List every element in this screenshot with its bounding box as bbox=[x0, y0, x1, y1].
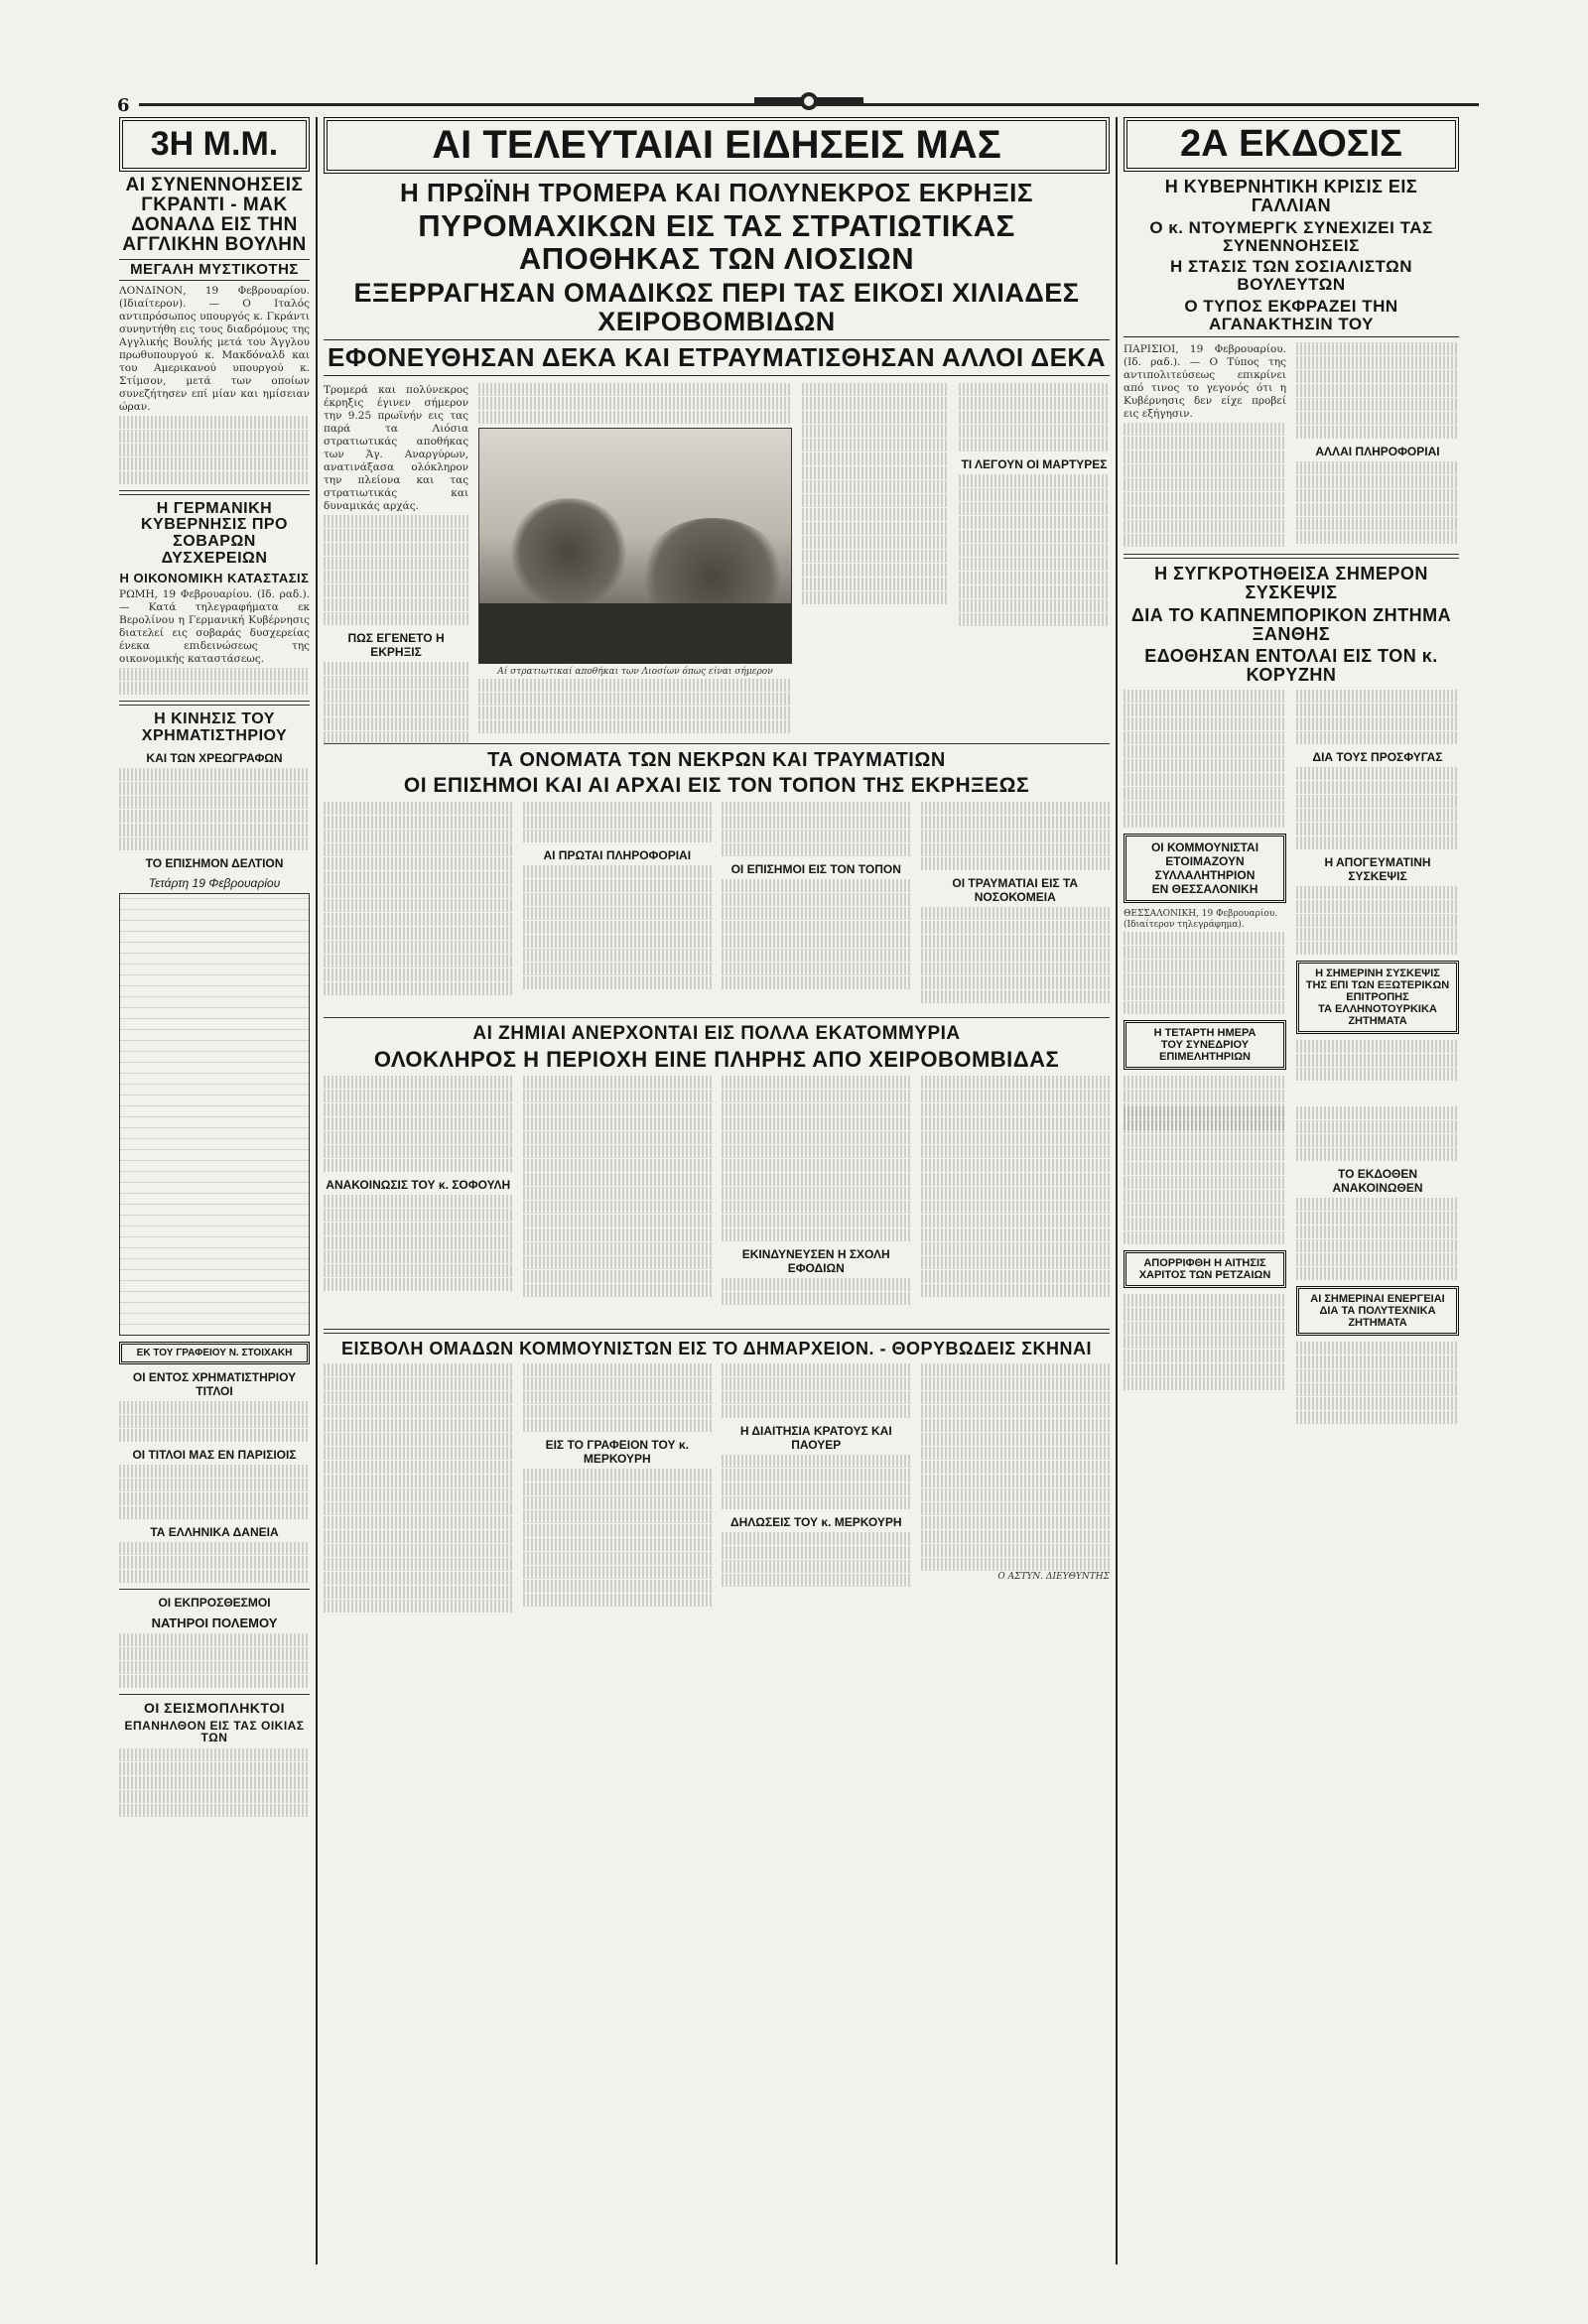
photo-caption: Αί στρατιωτικαί αποθήκαι των Λιοσίων όπως είναι σήμερον bbox=[497, 667, 773, 678]
headline-explosion-1: Η ΠΡΩΪΝΗ ΤΡΟΜΕΡΑ ΚΑΙ ΠΟΛΥΝΕΚΡΟΣ ΕΚΡΗΞΙΣ bbox=[399, 178, 1034, 207]
headline-earthquake-victims: ΟΙ ΣΕΙΣΜΟΠΛΗΚΤΟΙ bbox=[144, 1699, 285, 1716]
story-column bbox=[324, 801, 513, 1011]
story-column bbox=[722, 1362, 911, 1660]
photo-column bbox=[478, 382, 792, 737]
headline-doumergue: Ο κ. ΝΤΟΥΜΕΡΓΚ ΣΥΝΕΧΙΖΕΙ ΤΑΣ ΣΥΝΕΝΝΟΗΣΕΙΣ bbox=[1149, 217, 1433, 255]
story-column bbox=[324, 382, 468, 737]
story-column bbox=[523, 1362, 713, 1660]
signature: Ο ΑΣΤΥΝ. ΔΙΕΥΘΥΝΤΗΣ bbox=[997, 1572, 1110, 1583]
dispatch-thessaloniki: ΘΕΣΣΑΛΟΝΙΚΗ, 19 Φεβρουαρίου. (Ιδιαίτερον τηλεγράφημα). bbox=[1124, 909, 1278, 931]
box-rejected-b: ΧΑΡΙΤΟΣ ΤΩΝ ΡΕΤΖΑΙΩΝ bbox=[1138, 1269, 1271, 1282]
story-column bbox=[921, 1362, 1111, 1660]
box-communists-c: ΕΝ ΘΕΣΣΑΛΟΝΙΚΗ bbox=[1151, 882, 1258, 897]
headline-returned-homes: ΕΠΑΝΗΛΘΟΝ ΕΙΣ ΤΑΣ ΟΙΚΙΑΣ ΤΩΝ bbox=[124, 1718, 305, 1745]
subhead-wounded-hospitals: ΟΙ ΤΡΑΥΜΑΤΙΑΙ ΕΙΣ ΤΑ ΝΟΣΟΚΟΜΕΙΑ bbox=[952, 876, 1079, 905]
headline-explosion-4: ΕΦΟΝΕΥΘΗΣΑΝ ΔΕΚΑ ΚΑΙ ΕΤΡΑΥΜΑΤΙΣΘΗΣΑΝ ΑΛΛΟΙ ΔΕΚΑ bbox=[324, 339, 1110, 376]
box-energy-a: ΑΙ ΣΗΜΕΡΙΝΑΙ ΕΝΕΡΓΕΙΑΙ bbox=[1310, 1293, 1445, 1306]
subhead-refugees: ΔΙΑ ΤΟΥΣ ΠΡΟΣΦΥΓΑΣ bbox=[1312, 750, 1443, 765]
depot-photo bbox=[478, 428, 792, 664]
stock-table bbox=[119, 893, 310, 1336]
headline-tobacco-xanthi: ΔΙΑ ΤΟ ΚΑΠΝΕΜΠΟΡΙΚΟΝ ΖΗΤΗΜΑ ΞΑΝΘΗΣ bbox=[1130, 604, 1452, 644]
office-box: ΕΚ ΤΟΥ ΓΡΑΦΕΙΟΥ Ν. ΣΤΟΙΧΑΚΗ bbox=[119, 1342, 310, 1364]
masthead-ornament bbox=[754, 91, 863, 111]
box-today-c: ΤΑ ΕΛΛΗΝΟΤΟΥΡΚΙΚΑ ΖΗΤΗΜΑΤΑ bbox=[1318, 1003, 1437, 1028]
subhead-arbitration: Η ΔΙΑΙΤΗΣΙΑ ΚΡΑΤΟΥΣ ΚΑΙ ΠΑΟΥΕΡ bbox=[739, 1424, 892, 1453]
story-column bbox=[523, 1075, 713, 1323]
headline-press-anger: Ο ΤΥΠΟΣ ΕΚΦΡΑΖΕΙ ΤΗΝ ΑΓΑΝΑΚΤΗΣΙΝ ΤΟΥ bbox=[1124, 298, 1459, 337]
story-column bbox=[722, 801, 911, 1011]
column-rule bbox=[1116, 117, 1118, 2264]
subhead-securities: ΚΑΙ ΤΩΝ ΧΡΕΩΓΡΑΦΩΝ bbox=[146, 750, 283, 765]
subhead-domestic-titles: ΟΙ ΕΝΤΟΣ ΧΡΗΜΑΤΙΣΤΗΡΙΟΥ ΤΙΤΛΟΙ bbox=[132, 1369, 297, 1398]
story-column bbox=[921, 801, 1111, 1011]
headline-socialists: Η ΣΤΑΣΙΣ ΤΩΝ ΣΟΣΙΑΛΙΣΤΩΝ ΒΟΥΛΕΥΤΩΝ bbox=[1169, 257, 1413, 295]
subhead-greek-loans: ΤΑ ΕΛΛΗΝΙΚΑ ΔΑΝΕΙΑ bbox=[150, 1524, 279, 1539]
box-communists-a: ΟΙ ΚΟΜΜΟΥΝΙΣΤΑΙ bbox=[1150, 840, 1259, 855]
headline-damages: ΑΙ ΖΗΜΙΑΙ ΑΝΕΡΧΟΝΤΑΙ ΕΙΣ ΠΟΛΛΑ ΕΚΑΤΟΜΜΥΡΙΑ bbox=[472, 1023, 961, 1045]
box-communists-b: ΕΤΟΙΜΑΖΟΥΝ ΣΥΛΛΑΛΗΤΗΡΙΟΝ bbox=[1154, 854, 1256, 883]
headline-secrecy: ΜΕΓΑΛΗ ΜΥΣΤΙΚΟΤΗΣ bbox=[119, 259, 310, 281]
edition-banner-second: 2Α ΕΚΔΟΣΙΣ bbox=[1124, 117, 1459, 172]
box-day-a: Η ΤΕΤΑΡΤΗ ΗΜΕΡΑ bbox=[1153, 1027, 1257, 1040]
subhead-officials-place: ΟΙ ΕΠΙΣΗΜΟΙ ΕΙΣ ΤΟΝ ΤΟΠΟΝ bbox=[730, 862, 901, 877]
box-rejected-a: ΑΠΟΡΡΙΦΘΗ Η ΑΙΤΗΣΙΣ bbox=[1143, 1257, 1266, 1270]
headline-french-crisis: Η ΚΥΒΕΡΝΗΤΙΚΗ ΚΡΙΣΙΣ ΕΙΣ ΓΑΛΛΙΑΝ bbox=[1164, 177, 1418, 215]
headline-stock-exchange: Η ΚΙΝΗΣΙΣ ΤΟΥ ΧΡΗΜΑΤΙΣΤΗΡΙΟΥ bbox=[141, 710, 288, 745]
headline-officials-at-scene: ΟΙ ΕΠΙΣΗΜΟΙ ΚΑΙ ΑΙ ΑΡΧΑΙ ΕΙΣ ΤΟΝ ΤΟΠΟΝ ΤΗΣ ΕΚΡΗΞΕΩΣ bbox=[403, 774, 1030, 798]
bulletin-date: Τετάρτη 19 Φεβρουαρίου bbox=[148, 875, 281, 890]
headline-names-victims: ΤΑ ΟΝΟΜΑΤΑ ΤΩΝ ΝΕΚΡΩΝ ΚΑΙ ΤΡΑΥΜΑΤΙΩΝ bbox=[487, 749, 946, 772]
story-column bbox=[959, 382, 1110, 737]
right-column bbox=[1124, 117, 1459, 2264]
story-column bbox=[324, 1075, 513, 1323]
subhead-overdue: ΟΙ ΕΚΠΡΟΣΘΕΣΜΟΙ bbox=[158, 1595, 271, 1610]
story-column bbox=[802, 382, 949, 737]
subhead-war-pensions: ΝΑΤΗΡΟΙ ΠΟΛΕΜΟΥ bbox=[151, 1614, 278, 1630]
headline-economic-situation: Η ΟΙΚΟΝΟΜΙΚΗ ΚΑΤΑΣΤΑΣΙΣ bbox=[119, 570, 310, 585]
box-today-a: Η ΣΗΜΕΡΙΝΗ ΣΥΣΚΕΨΙΣ bbox=[1315, 968, 1440, 980]
subhead-school-danger: ΕΚΙΝΔΥΝΕΥΣΕΝ Η ΣΧΟΛΗ ΕΦΟΔΙΩΝ bbox=[741, 1247, 890, 1276]
subhead-first-information: ΑΙ ΠΡΩΤΑΙ ΠΛΗΡΟΦΟΡΙΑΙ bbox=[543, 848, 692, 863]
headline-meeting-today: Η ΣΥΓΚΡΟΤΗΘΕΙΣΑ ΣΗΜΕΡΟΝ ΣΥΣΚΕΨΙΣ bbox=[1154, 563, 1428, 602]
edition-banner-3mm: 3Η Μ.Μ. bbox=[119, 117, 310, 172]
headline-communists-town-hall: ΕΙΣΒΟΛΗ ΟΜΑΔΩΝ ΚΟΜΜΟΥΝΙΣΤΩΝ ΕΙΣ ΤΟ ΔΗΜΑΡΧΕΙΟΝ. - ΘΟΡΥΒΩΔΕΙΣ ΣΚΗΝΑΙ bbox=[340, 1339, 1092, 1359]
headline-german-government: Η ΓΕΡΜΑΝΙΚΗ ΚΥΒΕΡΝΗΣΙΣ ΠΡΟ ΣΟΒΑΡΩΝ ΔΥΣΧΕΡΕΙΩΝ bbox=[141, 499, 288, 567]
subhead-official-bulletin: ΤΟ ΕΠΙΣΗΜΟΝ ΔΕΛΤΙΟΝ bbox=[145, 855, 284, 870]
subhead-paris-titles: ΟΙ ΤΙΤΛΟΙ ΜΑΣ ΕΝ ΠΑΡΙΣΙΟΙΣ bbox=[132, 1447, 297, 1462]
dispatch-rome: ΡΩΜΗ, 19 Φεβρουαρίου. (Ιδ. ραδ.). — Κατά τηλεγραφήματα εκ Βερολίνου η Γερμανική Κυβέρνησις διατελεί εις σοβαράς δυσχερείας ένεκα επιδεινώσεως της οικονομικής καταστάσεως. bbox=[119, 588, 310, 666]
story-column bbox=[921, 1075, 1111, 1323]
lead-paragraph: Τρομερά και πολύνεκρος έκρηξις έγινεν σήμερον την 9.25 πρωϊνήν εις τας παρά τα Λιόσια στρατιωτικάς αποθήκας των Άγ. Αναργύρων, ανατινάξασα ολόκληρον την πλείονα και τας στρατιωτικάς και δυναμικάς αρχάς. bbox=[324, 384, 469, 513]
story-column bbox=[722, 1075, 911, 1323]
page-number: 6 bbox=[117, 95, 130, 116]
subhead-announcement: ΤΟ ΕΚΔΟΘΕΝ ΑΝΑΚΟΙΝΩΘΕΝ bbox=[1332, 1167, 1423, 1196]
left-column bbox=[119, 117, 310, 2264]
dispatch-london: ΛΟΝΔΙΝΟΝ, 19 Φεβρουαρίου. (Ιδιαίτερον). — Ο Ιταλός αντιπρόσωπος υπουργός κ. Γκράντι συνηντήθη εις τους διαδρόμους της Αγγλικής Βουλής μετά του Άγγλου πρωθυπουργού κ. Μακδόναλδ και του Αμερικανού υπουργού κ. Στίμσον, μετά των οποίων συνεζήτησεν επί μίαν και ημίσειαν ώραν. bbox=[119, 284, 310, 413]
edition-banner-latest: ΑΙ ΤΕΛΕΥΤΑΙΑΙ ΕΙΔΗΣΕΙΣ ΜΑΣ bbox=[324, 117, 1110, 174]
headline-explosion-2: ΠΥΡΟΜΑΧΙΚΩΝ ΕΙΣ ΤΑΣ ΣΤΡΑΤΙΩΤΙΚΑΣ ΑΠΟΘΗΚΑΣ ΤΩΝ ΛΙΟΣΙΩΝ bbox=[418, 208, 1015, 276]
box-today-b: ΤΗΣ ΕΠΙ ΤΩΝ ΕΞΩΤΕΡΙΚΩΝ ΕΠΙΤΡΟΠΗΣ bbox=[1305, 979, 1450, 1004]
box-energy-b: ΔΙΑ ΤΑ ΠΟΛΥΤΕΧΝΙΚΑ ΖΗΤΗΜΑΤΑ bbox=[1319, 1305, 1436, 1330]
subhead-merkouri-statements: ΔΗΛΩΣΕΙΣ ΤΟΥ κ. ΜΕΡΚΟΥΡΗ bbox=[729, 1515, 902, 1530]
subhead-afternoon-meeting: Η ΑΠΟΓΕΥΜΑΤΙΝΗ ΣΥΣΚΕΨΙΣ bbox=[1324, 855, 1431, 884]
headline-area-full-grenades: ΟΛΟΚΛΗΡΟΣ Η ΠΕΡΙΟΧΗ ΕΙΝΕ ΠΛΗΡΗΣ ΑΠΟ ΧΕΙΡΟΒΟΜΒΙΔΑΣ bbox=[373, 1047, 1060, 1073]
column-rule bbox=[316, 117, 318, 2264]
subhead-sofoulis-announcement: ΑΝΑΚΟΙΝΩΣΙΣ ΤΟΥ κ. ΣΟΦΟΥΛΗ bbox=[326, 1178, 511, 1193]
story-column bbox=[324, 1362, 513, 1660]
story-column bbox=[523, 801, 713, 1011]
box-day-b: ΤΟΥ ΣΥΝΕΔΡΙΟΥ ΕΠΙΜΕΛΗΤΗΡΙΩΝ bbox=[1159, 1039, 1251, 1064]
center-column bbox=[324, 117, 1110, 2264]
subhead-merkouri-office: ΕΙΣ ΤΟ ΓΡΑΦΕΙΟΝ ΤΟΥ κ. ΜΕΡΚΟΥΡΗ bbox=[545, 1438, 689, 1467]
subhead-how-it-happened: ΠΩΣ ΕΓΕΝΕΤΟ Η ΕΚΡΗΞΙΣ bbox=[347, 631, 445, 660]
subhead-witnesses: ΤΙ ΛΕΓΟΥΝ ΟΙ ΜΑΡΤΥΡΕΣ bbox=[961, 457, 1108, 472]
dispatch-paris: ΠΑΡΙΣΙΟΙ, 19 Φεβρουαρίου. (Ιδ. ραδ.). — Ο Τύπος της αντιπολιτεύσεως επικρίνει από τινος το γεγονός ότι η Κυβέρνησις δεν είχε προβεί εις εξήγησιν. bbox=[1124, 342, 1286, 420]
headline-koryzis-orders: ΕΔΟΘΗΣΑΝ ΕΝΤΟΛΑΙ ΕΙΣ ΤΟΝ κ. ΚΟΡΥΖΗΝ bbox=[1144, 646, 1438, 686]
headline-grandi-macdonald: ΑΙ ΣΥΝΕΝΝΟΗΣΕΙΣ ΓΚΡΑΝΤΙ - ΜΑΚ ΔΟΝΑΛΔ ΕΙΣ ΤΗΝ ΑΓΓΛΙΚΗΝ ΒΟΥΛΗΝ bbox=[122, 175, 307, 255]
subhead-other-info: ΑΛΛΑΙ ΠΛΗΡΟΦΟΡΙΑΙ bbox=[1315, 444, 1440, 458]
headline-explosion-3: ΕΞΕΡΡΑΓΗΣΑΝ ΟΜΑΔΙΚΩΣ ΠΕΡΙ ΤΑΣ ΕΙΚΟΣΙ ΧΙΛΙΑΔΕΣ ΧΕΙΡΟΒΟΜΒΙΔΩΝ bbox=[353, 278, 1080, 336]
